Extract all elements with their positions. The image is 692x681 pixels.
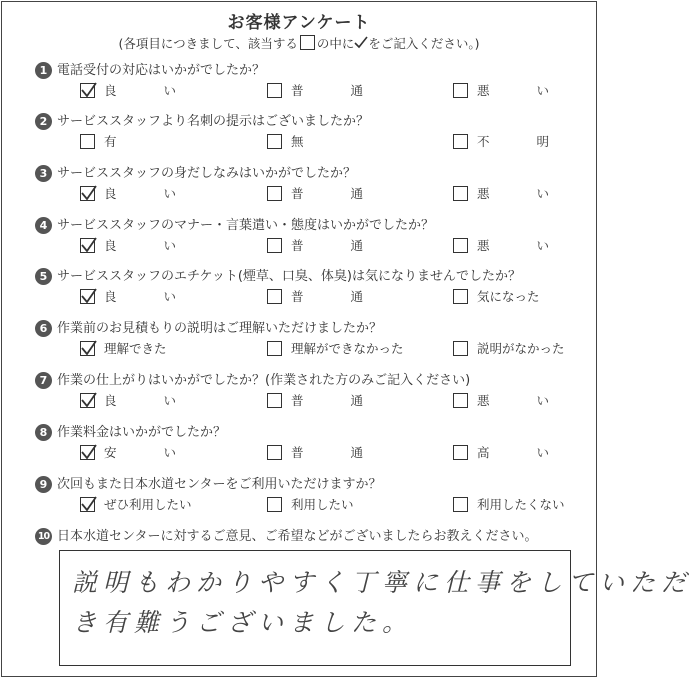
option-2[interactable]: [267, 82, 367, 100]
question-line: [35, 165, 595, 185]
instruction-before: (各項目につきまして、該当する: [118, 36, 298, 51]
checkbox[interactable]: [267, 238, 282, 253]
option-3[interactable]: [453, 82, 568, 100]
checkbox[interactable]: [267, 497, 282, 512]
question-number-badge: 4: [35, 217, 52, 234]
option-row: [35, 444, 595, 466]
option-row: [35, 82, 595, 104]
question-text: 電話受付の対応はいかがでしたか？: [57, 63, 266, 78]
option-label-part: 明: [536, 134, 549, 149]
option-2[interactable]: [267, 496, 367, 514]
question-line: [35, 424, 595, 444]
checkbox-checked[interactable]: [80, 497, 95, 512]
option-label-part: い: [163, 186, 176, 201]
option-label-part: 通: [350, 238, 363, 253]
question-3: [35, 165, 595, 207]
instruction-after: をご記入ください。): [368, 36, 480, 51]
option-label-part: 普: [291, 393, 304, 408]
option-label-part: 良: [104, 83, 117, 98]
option-label-part: 良: [104, 289, 117, 304]
question-line: [35, 62, 595, 82]
question-7: [35, 372, 595, 414]
instruction-middle: の中に: [316, 36, 355, 51]
option-label: [104, 445, 176, 461]
option-label-part: 良: [104, 393, 117, 408]
question-number-badge: 5: [35, 268, 52, 285]
question-line: [35, 528, 595, 548]
question-10: [35, 528, 595, 548]
option-row: [35, 392, 595, 414]
checkbox[interactable]: [267, 445, 282, 460]
option-label: [291, 445, 363, 461]
question-line: [35, 476, 595, 496]
checkbox[interactable]: [267, 289, 282, 304]
question-2: [35, 113, 595, 155]
option-label: 気になった: [477, 289, 540, 304]
option-3[interactable]: [453, 496, 568, 514]
option-2[interactable]: [267, 340, 404, 358]
option-label-part: 通: [350, 186, 363, 201]
option-2[interactable]: [267, 444, 367, 462]
option-label-part: 普: [291, 289, 304, 304]
question-6: [35, 320, 595, 362]
question-number-badge: 9: [35, 476, 52, 493]
option-label: 理解ができなかった: [291, 341, 404, 356]
checkmark-icon: [80, 287, 98, 305]
question-number-badge: 2: [35, 113, 52, 130]
question-text: 作業の仕上がりはいかがでしたか？(作業された方のみご記入ください): [57, 373, 471, 388]
option-1[interactable]: [80, 392, 180, 410]
checkbox[interactable]: [453, 186, 468, 201]
option-label-part: い: [536, 445, 549, 460]
option-label: [104, 83, 176, 99]
checkmark-icon: [80, 339, 98, 357]
checkbox[interactable]: [267, 134, 282, 149]
checkbox-sample-icon: [300, 35, 315, 50]
option-row: [35, 133, 595, 155]
checkbox[interactable]: [453, 289, 468, 304]
checkbox[interactable]: [267, 341, 282, 356]
question-5: [35, 268, 595, 310]
question-number-badge: 6: [35, 320, 52, 337]
option-row: [35, 496, 595, 518]
option-label: ぜひ利用したい: [104, 497, 192, 512]
option-label: [477, 186, 549, 202]
question-text: 作業料金はいかがでしたか？: [57, 425, 227, 440]
option-label-part: い: [536, 186, 549, 201]
option-1[interactable]: [80, 288, 180, 306]
option-row: [35, 185, 595, 207]
question-4: [35, 217, 595, 259]
option-1[interactable]: [80, 133, 180, 151]
question-text: サービススタッフのマナー・言葉遣い・態度はいかがでしたか？: [57, 218, 435, 233]
option-label: 有: [104, 134, 117, 149]
question-8: [35, 424, 595, 466]
option-label-part: 通: [350, 83, 363, 98]
question-line: [35, 217, 595, 237]
checkbox-checked[interactable]: [80, 445, 95, 460]
option-label: [477, 445, 549, 461]
option-1[interactable]: [80, 237, 180, 255]
checkmark-icon: [80, 184, 98, 202]
option-label: [291, 393, 363, 409]
checkmark-icon: [80, 443, 98, 461]
option-label-part: 普: [291, 445, 304, 460]
option-3[interactable]: [453, 237, 568, 255]
option-3[interactable]: [453, 340, 568, 358]
question-number-badge: 1: [35, 62, 52, 79]
option-label: [104, 393, 176, 409]
option-label-part: 悪: [477, 393, 490, 408]
checkbox[interactable]: [453, 393, 468, 408]
question-text: サービススタッフより名刺の提示はございましたか？: [57, 114, 370, 129]
option-label-part: い: [163, 83, 176, 98]
option-2[interactable]: [267, 133, 367, 151]
checkbox[interactable]: [267, 186, 282, 201]
option-2[interactable]: [267, 392, 367, 410]
option-label-part: 通: [350, 289, 363, 304]
option-label: 無: [291, 134, 304, 149]
option-label: [104, 186, 176, 202]
checkbox[interactable]: [267, 83, 282, 98]
option-label-part: い: [536, 238, 549, 253]
checkbox[interactable]: [453, 341, 468, 356]
option-label: 説明がなかった: [477, 341, 565, 356]
checkmark-icon: [80, 81, 98, 99]
option-label: [104, 238, 176, 254]
option-label-part: 普: [291, 83, 304, 98]
checkmark-sample-icon: [354, 36, 368, 52]
question-number-badge: 10: [35, 528, 52, 545]
option-label: [477, 393, 549, 409]
question-text: サービススタッフのエチケット(煙草、口臭、体臭)は気になりませんでしたか？: [57, 269, 521, 284]
option-2[interactable]: [267, 237, 367, 255]
option-2[interactable]: [267, 288, 367, 306]
option-1[interactable]: [80, 82, 180, 100]
checkbox-checked[interactable]: [80, 393, 95, 408]
question-text: 次回もまた日本水道センターをご利用いただけますか？: [57, 477, 382, 492]
option-3[interactable]: [453, 444, 568, 462]
handwritten-comment-line-1: 説明もわかりやすく丁寧に仕事をしていただ: [72, 568, 692, 597]
option-row: [35, 340, 595, 362]
option-label: 理解できた: [104, 341, 167, 356]
checkbox-checked[interactable]: [80, 238, 95, 253]
checkbox[interactable]: [453, 238, 468, 253]
question-number-badge: 3: [35, 165, 52, 182]
option-label: [291, 83, 363, 99]
checkbox[interactable]: [453, 445, 468, 460]
option-label: 利用したくない: [477, 497, 565, 512]
option-label: [477, 134, 549, 150]
option-label-part: い: [163, 238, 176, 253]
checkbox[interactable]: [453, 134, 468, 149]
handwritten-comment-line-2: き有難うございました。: [72, 608, 414, 637]
checkbox[interactable]: [267, 393, 282, 408]
comment-box[interactable]: [59, 550, 692, 666]
option-row: [35, 237, 595, 259]
question-text: 作業前のお見積もりの説明はご理解いただけましたか？: [57, 321, 383, 336]
question-1: [35, 62, 595, 104]
option-label: [477, 238, 549, 254]
question-line: [35, 268, 595, 288]
question-text: サービススタッフの身だしなみはいかがでしたか？: [57, 166, 357, 181]
option-label-part: 良: [104, 238, 117, 253]
checkbox[interactable]: [453, 83, 468, 98]
option-1[interactable]: [80, 340, 180, 358]
option-2[interactable]: [267, 185, 367, 203]
option-3[interactable]: [453, 288, 568, 306]
option-label-part: 通: [350, 393, 363, 408]
option-label: [291, 289, 363, 305]
option-label-part: 悪: [477, 186, 490, 201]
option-row: [35, 288, 595, 310]
survey-sheet: [1, 1, 692, 677]
checkmark-icon: [80, 391, 98, 409]
option-1[interactable]: [80, 496, 192, 514]
option-label: [477, 83, 549, 99]
page-title: お客様アンケート: [227, 13, 371, 33]
option-label-part: 悪: [477, 83, 490, 98]
option-label-part: 不: [477, 134, 490, 149]
option-label-part: い: [536, 83, 549, 98]
question-number-badge: 7: [35, 372, 52, 389]
checkmark-icon: [80, 236, 98, 254]
option-3[interactable]: [453, 392, 568, 410]
option-label-part: い: [163, 289, 176, 304]
question-line: [35, 320, 595, 340]
option-label: [291, 186, 363, 202]
option-label-part: 通: [350, 445, 363, 460]
option-label: [104, 289, 176, 305]
checkbox[interactable]: [80, 134, 95, 149]
option-label-part: 高: [477, 445, 490, 460]
option-label-part: い: [163, 445, 176, 460]
checkbox-checked[interactable]: [80, 341, 95, 356]
checkmark-icon: [80, 495, 98, 513]
question-number-badge: 8: [35, 424, 52, 441]
question-line: [35, 113, 595, 133]
option-label-part: 悪: [477, 238, 490, 253]
option-label-part: 良: [104, 186, 117, 201]
checkbox-checked[interactable]: [80, 289, 95, 304]
option-1[interactable]: [80, 185, 180, 203]
option-label-part: 普: [291, 238, 304, 253]
option-1[interactable]: [80, 444, 180, 462]
option-label-part: 普: [291, 186, 304, 201]
option-3[interactable]: [453, 185, 568, 203]
instruction-text: [2, 34, 596, 52]
option-label-part: い: [163, 393, 176, 408]
checkbox-checked[interactable]: [80, 83, 95, 98]
question-9: [35, 476, 595, 518]
option-label-part: い: [536, 393, 549, 408]
option-label-part: 安: [104, 445, 117, 460]
question-line: [35, 372, 595, 392]
checkbox-checked[interactable]: [80, 186, 95, 201]
question-text: 日本水道センターに対するご意見、ご希望などがございましたらお教えください。: [57, 529, 538, 544]
checkbox[interactable]: [453, 497, 468, 512]
option-3[interactable]: [453, 133, 568, 151]
option-label: 利用したい: [291, 497, 354, 512]
option-label: [291, 238, 363, 254]
